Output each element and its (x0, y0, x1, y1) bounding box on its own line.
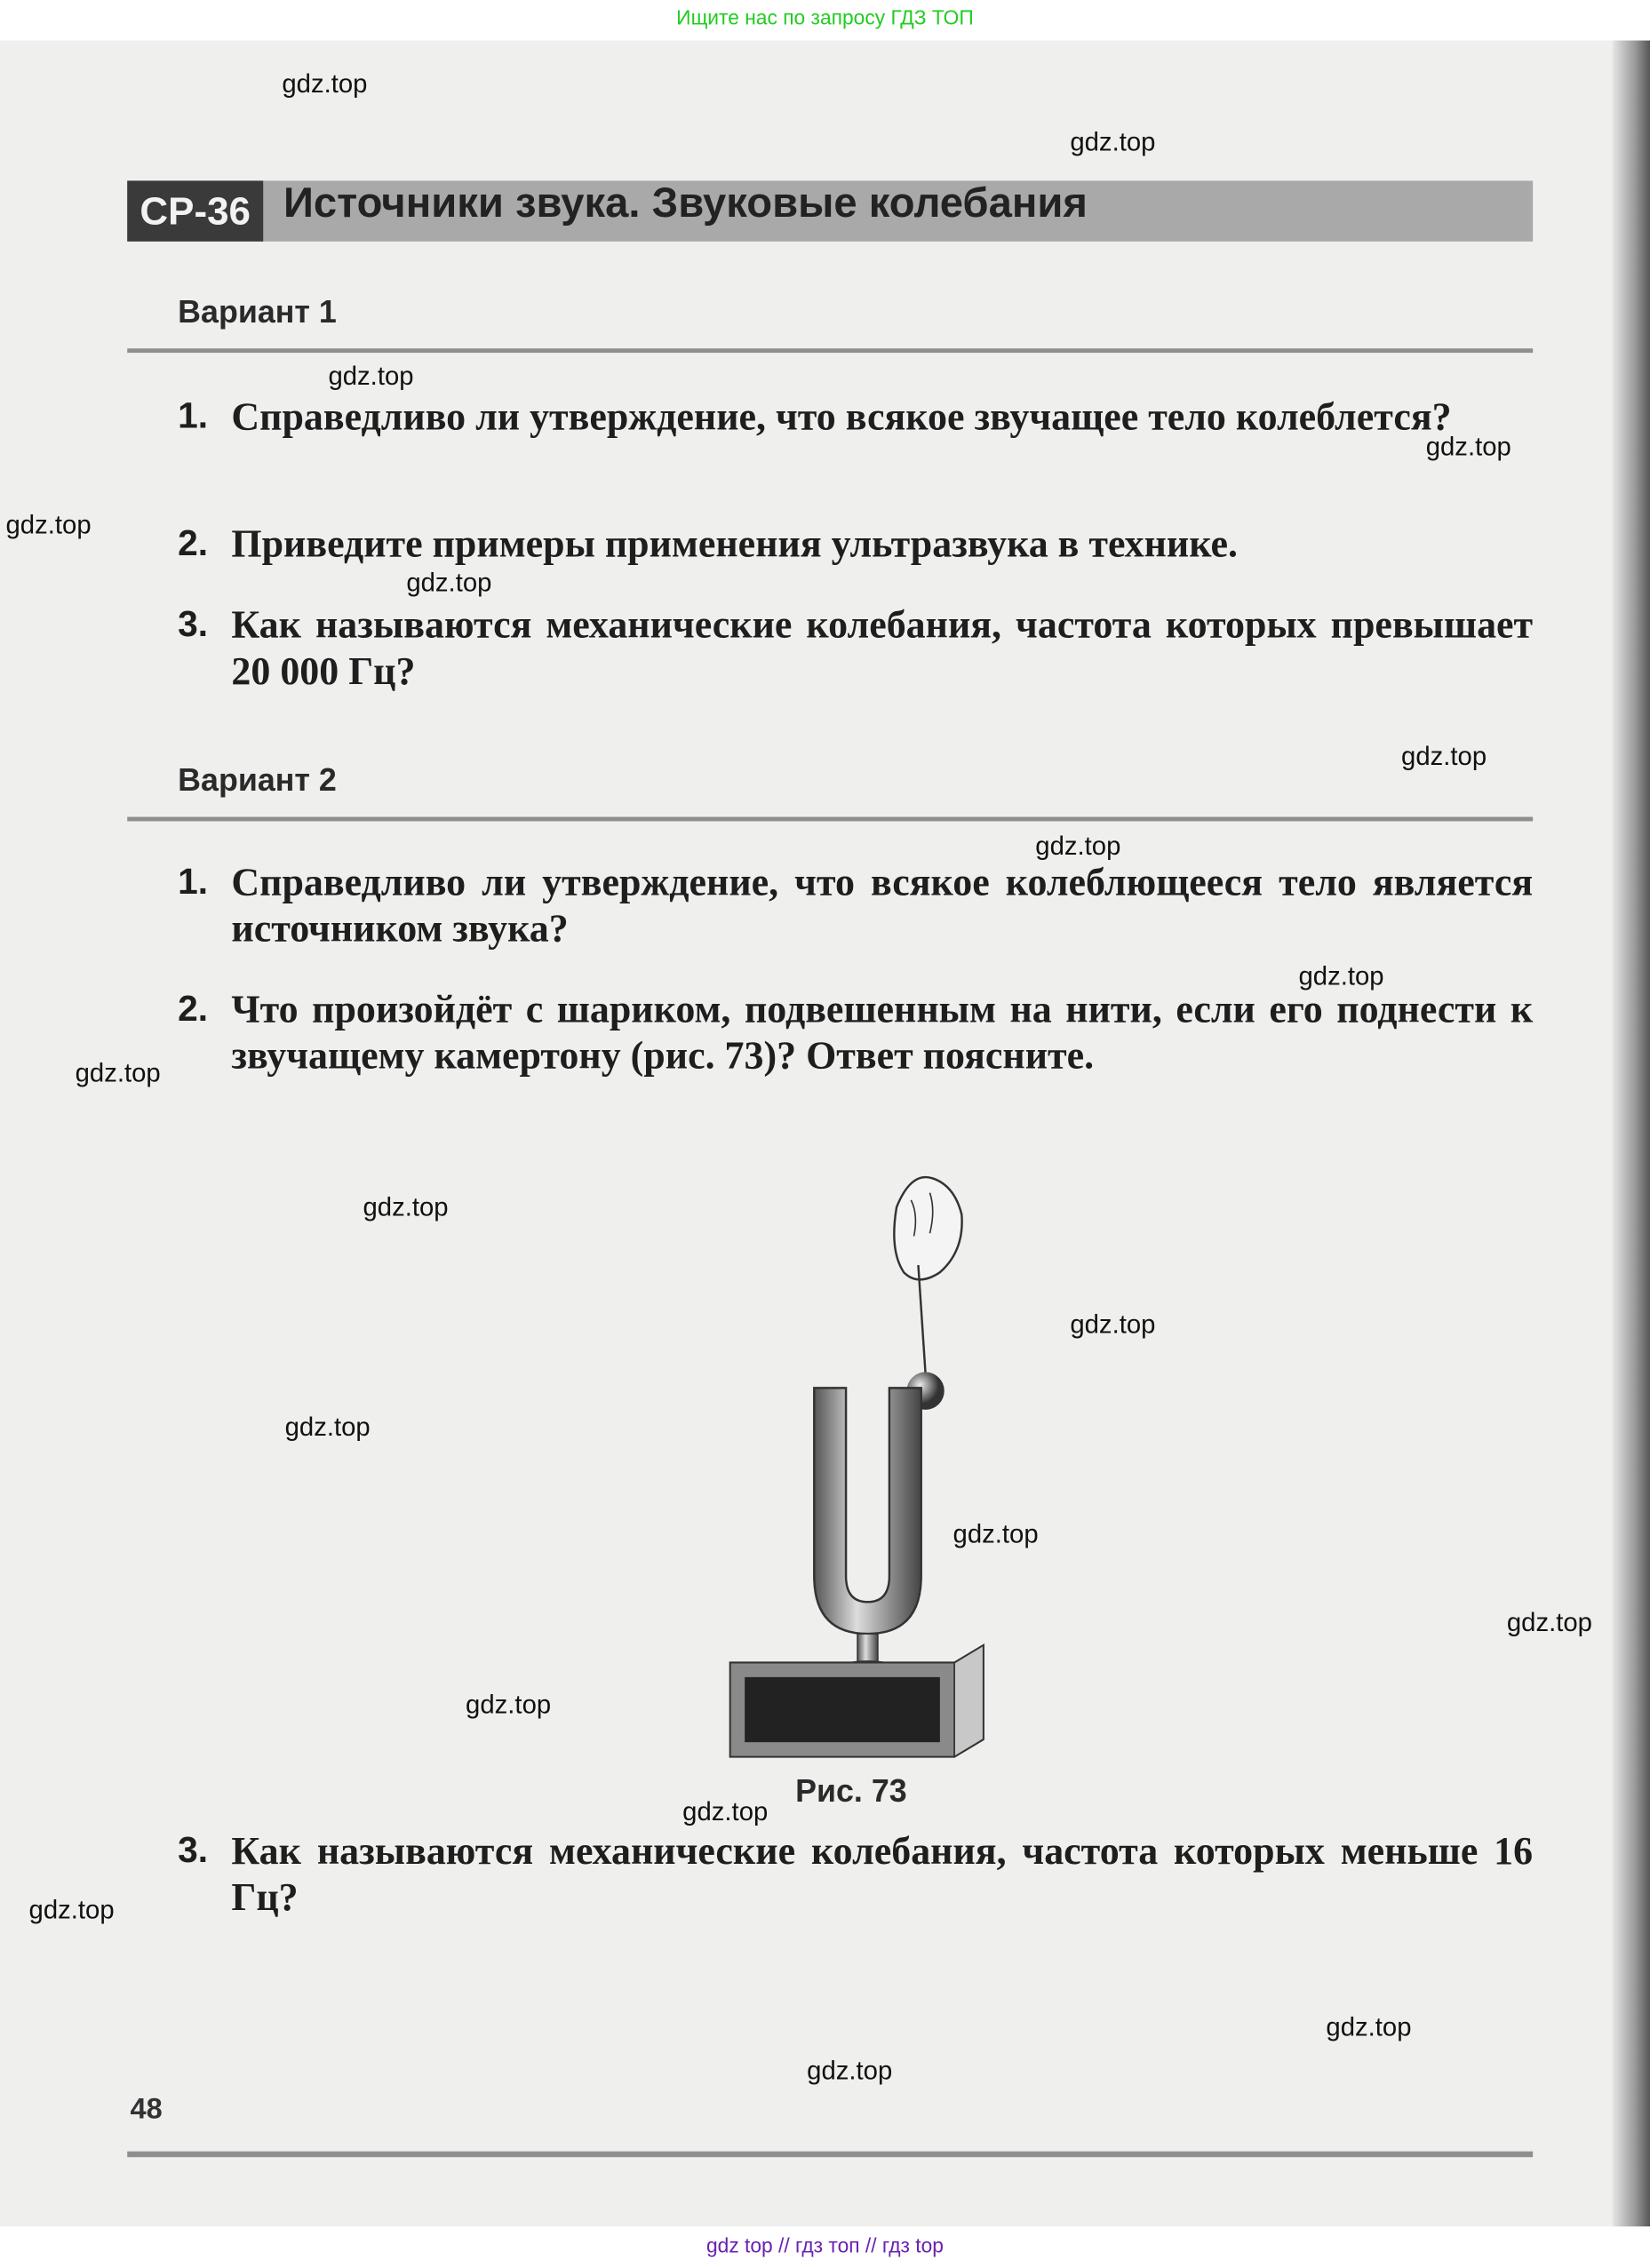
figure-caption: Рис. 73 (795, 1772, 907, 1810)
tuning-fork (814, 1388, 921, 1634)
question-number: 1. (178, 395, 209, 437)
watermark: gdz.top (682, 1796, 769, 1826)
divider (127, 817, 1533, 822)
page-number: 48 (130, 2093, 163, 2126)
question-number: 2. (178, 989, 209, 1030)
footer-divider (127, 2152, 1533, 2158)
question-number: 3. (178, 604, 209, 645)
hand-icon (894, 1177, 961, 1279)
watermark: gdz.top (1401, 741, 1487, 771)
question-text: Приведите примеры применения ультразвука в технике. (231, 521, 1238, 566)
question (178, 394, 1533, 440)
watermark: gdz.top (282, 69, 368, 99)
watermark: gdz.top (363, 1192, 449, 1222)
section-header (127, 180, 1533, 241)
watermark: gdz.top (1506, 1607, 1592, 1637)
bottom-banner[interactable]: gdz top // гдз топ // гдз top (0, 2226, 1650, 2267)
page-edge-shadow (1613, 41, 1650, 2227)
watermark: gdz.top (953, 1519, 1039, 1549)
question-text: Как называются механические колебания, частота которых меньше 16 Гц? (231, 1828, 1534, 1919)
watermark: gdz.top (1425, 432, 1511, 462)
question (178, 1827, 1533, 1920)
question-text: Как называются механические колебания, частота которых превышает 20 000 Гц? (231, 602, 1534, 693)
question-number: 2. (178, 523, 209, 564)
watermark: gdz.top (1070, 127, 1156, 156)
question-number: 1. (178, 861, 209, 903)
question-text: Справедливо ли утверждение, что всякое звучащее тело колеблется? (231, 394, 1452, 439)
question (178, 601, 1533, 694)
watermark: gdz.top (5, 510, 92, 540)
watermark: gdz.top (1326, 2012, 1412, 2042)
tuning-fork-figure (716, 1150, 1006, 1764)
watermark: gdz.top (466, 1690, 552, 1720)
question (178, 521, 1533, 567)
question-number: 3. (178, 1830, 209, 1871)
watermark: gdz.top (284, 1413, 371, 1442)
watermark: gdz.top (807, 2056, 893, 2085)
top-banner[interactable]: Ищите нас по запросу ГДЗ ТОП (0, 0, 1650, 41)
section-code: СР-36 (127, 180, 263, 241)
watermark: gdz.top (28, 1895, 115, 1925)
variant1-heading: Вариант 1 (178, 293, 337, 330)
watermark: gdz.top (75, 1058, 161, 1087)
question-text: Справедливо ли утверждение, что всякое колеблющееся тело является источником звука? (231, 860, 1534, 951)
watermark: gdz.top (406, 568, 492, 598)
question-text: Что произойдёт с шариком, подвешенным на нити, если его поднести к звучащему камертону (рис. 73)? Ответ поясните. (231, 987, 1534, 1078)
variant2-heading: Вариант 2 (178, 761, 337, 799)
divider (127, 348, 1533, 353)
watermark: gdz.top (1298, 961, 1384, 991)
thread (918, 1265, 925, 1373)
watermark: gdz.top (328, 361, 414, 391)
section-title: Источники звука. Звуковые колебания (283, 180, 1088, 227)
watermark: gdz.top (1035, 831, 1121, 861)
question (178, 986, 1533, 1078)
question (178, 859, 1533, 951)
watermark: gdz.top (1070, 1309, 1156, 1340)
